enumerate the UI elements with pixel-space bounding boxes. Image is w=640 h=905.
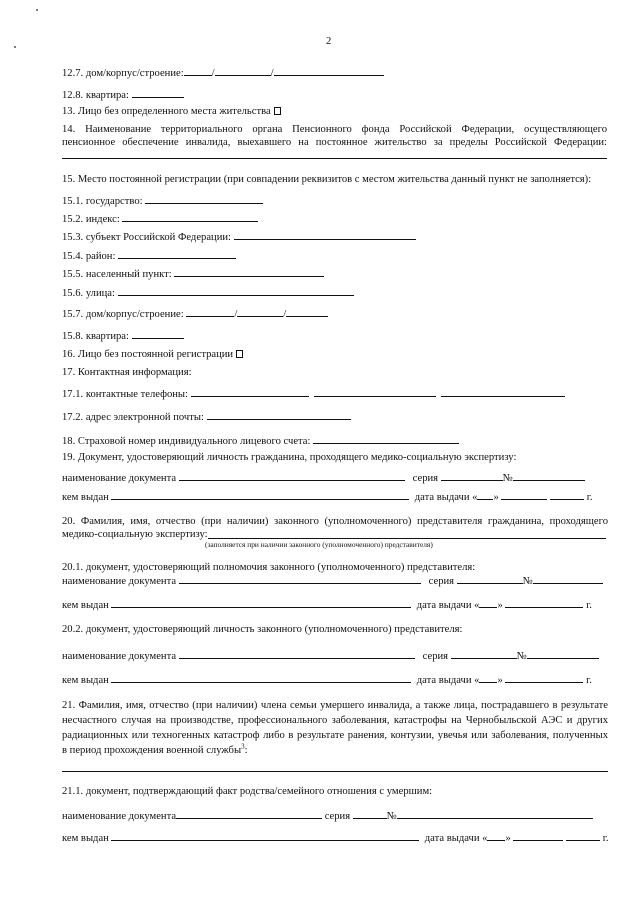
- doc-issue-month-input[interactable]: [501, 489, 547, 500]
- field-15-5-label: 15.5. населенный пункт:: [62, 269, 172, 280]
- field-15-4: [62, 248, 236, 263]
- field-16-label: 16. Лицо без постоянной регистрации: [62, 349, 234, 360]
- reg-house-input[interactable]: [186, 306, 234, 317]
- rep-authority-issue-month-input[interactable]: [505, 597, 583, 608]
- snils-input[interactable]: [313, 433, 459, 444]
- doc-issue-year-input[interactable]: [550, 489, 584, 500]
- doc-number-label: №: [502, 473, 513, 484]
- field-20-2-issued-row: [62, 672, 592, 687]
- rep-id-issue-day-input[interactable]: [479, 672, 497, 683]
- field-14-line2: пенсионное обеспечение инвалида, выехавшего на постоянное жительство за пределы Российской Федерации:: [62, 137, 607, 148]
- reg-apartment-input[interactable]: [132, 328, 184, 339]
- year-label: г.: [586, 675, 592, 686]
- field-15-3-label: 15.3. субъект Российской Федерации:: [62, 232, 231, 243]
- kinship-issue-day-input[interactable]: [487, 830, 505, 841]
- doc-issue-date-label: дата выдачи «: [424, 833, 488, 844]
- field-15-2: [62, 211, 258, 226]
- kinship-doc-name-input[interactable]: [176, 808, 322, 819]
- scan-speck: [36, 9, 38, 11]
- district-input[interactable]: [118, 248, 236, 259]
- field-21-1-issued-row: [62, 830, 609, 845]
- doc-series-label: серия: [428, 576, 455, 587]
- doc-name-label: наименование документа: [62, 473, 177, 484]
- quote-close: »: [493, 492, 499, 503]
- field-15-8-label: 15.8. квартира:: [62, 331, 129, 342]
- field-12-8: [62, 87, 184, 102]
- field-21-line1: 21. Фамилия, имя, отчество (при наличии) члена семьи умершего инвалида, а также лица, пострадавшего в результате: [62, 700, 608, 711]
- phone-3-input[interactable]: [441, 386, 565, 397]
- doc-name-input[interactable]: [179, 470, 405, 481]
- kinship-issued-by-input[interactable]: [111, 830, 419, 841]
- field-21-1-doc-row: [62, 808, 593, 823]
- doc-issued-by-label: кем выдан: [62, 600, 109, 611]
- doc-name-label: наименование документа: [62, 576, 177, 587]
- postal-code-input[interactable]: [122, 211, 258, 222]
- pension-fund-body-input[interactable]: [62, 158, 607, 159]
- doc-series-label: серия: [324, 811, 351, 822]
- field-15-label: 15. Место постоянной регистрации (при совпадении реквизитов с местом жительства данный пункт не заполняется):: [62, 174, 592, 185]
- field-21-1-label: 21.1. документ, подтверждающий факт родства/семейного отношения с умершим:: [62, 786, 433, 797]
- phone-1-input[interactable]: [191, 386, 309, 397]
- doc-number-label: №: [522, 576, 533, 587]
- field-13: [62, 105, 281, 118]
- rep-id-issued-by-input[interactable]: [111, 672, 411, 683]
- field-21-line4-text: в период прохождения военной службы: [62, 745, 242, 756]
- page-number: 2: [326, 36, 332, 47]
- doc-issue-day-input[interactable]: [477, 489, 493, 500]
- field-20-1-doc-row: [62, 573, 603, 588]
- structure-input[interactable]: [274, 65, 384, 76]
- quote-close: »: [497, 675, 503, 686]
- field-15-7-label: 15.7. дом/корпус/строение:: [62, 309, 184, 320]
- doc-number-label: №: [516, 651, 527, 662]
- kinship-issue-month-input[interactable]: [513, 830, 563, 841]
- field-20-caption: (заполняется при наличии законного (уполномоченного) представителя): [205, 540, 433, 549]
- building-input[interactable]: [215, 65, 271, 76]
- kinship-doc-series-input[interactable]: [353, 808, 387, 819]
- field-19-issued-row: [62, 489, 593, 504]
- doc-name-label: наименование документа: [62, 811, 177, 822]
- region-input[interactable]: [234, 229, 416, 240]
- field-15-6-label: 15.6. улица:: [62, 288, 115, 299]
- field-15-2-label: 15.2. индекс:: [62, 214, 120, 225]
- field-20-line2: медико-социальную экспертизу:: [62, 529, 208, 540]
- rep-authority-issued-by-input[interactable]: [111, 597, 411, 608]
- field-17-2: [62, 409, 351, 424]
- field-19-doc-row: [62, 470, 585, 485]
- field-21-line4: [62, 744, 248, 757]
- doc-issued-by-label: кем выдан: [62, 492, 109, 503]
- field-15-4-label: 15.4. район:: [62, 251, 116, 262]
- doc-name-label: наименование документа: [62, 651, 177, 662]
- field-18-label: 18. Страховой номер индивидуального лицевого счета:: [62, 436, 311, 447]
- quote-close: »: [505, 833, 511, 844]
- reg-structure-input[interactable]: [286, 306, 328, 317]
- no-registration-checkbox[interactable]: [236, 350, 243, 358]
- representative-name-input[interactable]: [208, 538, 606, 539]
- apartment-input[interactable]: [132, 87, 184, 98]
- kinship-doc-number-input[interactable]: [397, 808, 593, 819]
- rep-authority-doc-number-input[interactable]: [533, 573, 603, 584]
- field-21-line2: несчастного случая на производстве, профессионального заболевания, катастрофы на Чернобыльской АЭС и других: [62, 715, 608, 726]
- doc-issued-by-input[interactable]: [111, 489, 409, 500]
- field-15-6: [62, 285, 354, 300]
- field-19-label: 19. Документ, удостоверяющий личность гражданина, проходящего медико-социальную экспертизу:: [62, 452, 517, 463]
- doc-number-label: №: [386, 811, 397, 822]
- field-15-8: [62, 328, 184, 343]
- doc-issue-date-label: дата выдачи «: [416, 675, 480, 686]
- locality-input[interactable]: [174, 266, 324, 277]
- field-18: [62, 433, 459, 448]
- field-12-7-label: 12.7. дом/корпус/строение:: [62, 68, 184, 79]
- doc-issue-date-label: дата выдачи «: [416, 600, 480, 611]
- rep-id-doc-name-input[interactable]: [179, 648, 415, 659]
- field-12-8-label: 12.8. квартира:: [62, 90, 129, 101]
- field-15-1-label: 15.1. государство:: [62, 196, 143, 207]
- field-12-7: 12.7. дом/корпус/строение: / /: [62, 65, 384, 80]
- field-13-label: 13. Лицо без определенного места жительства: [62, 106, 271, 117]
- field-17-label: 17. Контактная информация:: [62, 367, 192, 378]
- rep-id-doc-series-input[interactable]: [451, 648, 517, 659]
- field-17-1: [62, 386, 565, 401]
- scan-speck: [14, 46, 16, 48]
- doc-series-label: серия: [422, 651, 449, 662]
- footnote-ref: 3: [241, 742, 245, 751]
- year-label: г.: [586, 600, 592, 611]
- quote-close: »: [497, 600, 503, 611]
- rep-id-issue-month-input[interactable]: [505, 672, 583, 683]
- year-label: г.: [602, 833, 609, 844]
- field-20-2-doc-row: [62, 648, 599, 663]
- field-21-colon: :: [244, 745, 248, 756]
- rep-id-doc-number-input[interactable]: [527, 648, 599, 659]
- field-20-line1: 20. Фамилия, имя, отчество (при наличии) законного (уполномоченного) представителя гражданина, проходящего: [62, 516, 608, 527]
- street-input[interactable]: [118, 285, 354, 296]
- field-20-1-label: 20.1. документ, удостоверяющий полномочия законного (уполномоченного) представителя:: [62, 562, 476, 573]
- doc-number-input[interactable]: [513, 470, 585, 481]
- family-member-name-input[interactable]: [62, 771, 608, 772]
- doc-issued-by-label: кем выдан: [62, 833, 109, 844]
- doc-series-label: серия: [412, 473, 439, 484]
- field-20-1-issued-row: [62, 597, 592, 612]
- reg-building-input[interactable]: [237, 306, 283, 317]
- field-21-line3: радиационных или техногенных катастроф либо в результате ранения, контузии, увечья или заболевания, полученных: [62, 730, 608, 741]
- doc-issue-date-label: дата выдачи «: [414, 492, 478, 503]
- field-15-3: [62, 229, 416, 244]
- field-15-1: [62, 193, 263, 208]
- doc-issued-by-label: кем выдан: [62, 675, 109, 686]
- no-residence-checkbox[interactable]: [274, 107, 281, 115]
- kinship-issue-year-input[interactable]: [566, 830, 600, 841]
- phone-2-input[interactable]: [314, 386, 436, 397]
- field-14-line1: 14. Наименование территориального органа Пенсионного фонда Российской Федерации, осуществляющего: [62, 124, 607, 135]
- rep-authority-doc-name-input[interactable]: [179, 573, 421, 584]
- year-label: г.: [586, 492, 593, 503]
- rep-authority-issue-day-input[interactable]: [479, 597, 497, 608]
- field-16: [62, 348, 243, 361]
- doc-series-input[interactable]: [441, 470, 503, 481]
- house-input[interactable]: [184, 65, 212, 76]
- field-15-7: 15.7. дом/корпус/строение: / /: [62, 306, 328, 321]
- field-20-2-label: 20.2. документ, удостоверяющий личность законного (уполномоченного) представителя:: [62, 624, 463, 635]
- field-15-5: [62, 266, 324, 281]
- email-input[interactable]: [207, 409, 351, 420]
- country-input[interactable]: [145, 193, 263, 204]
- rep-authority-doc-series-input[interactable]: [457, 573, 523, 584]
- field-17-2-label: 17.2. адрес электронной почты:: [62, 412, 204, 423]
- field-17-1-label: 17.1. контактные телефоны:: [62, 389, 188, 400]
